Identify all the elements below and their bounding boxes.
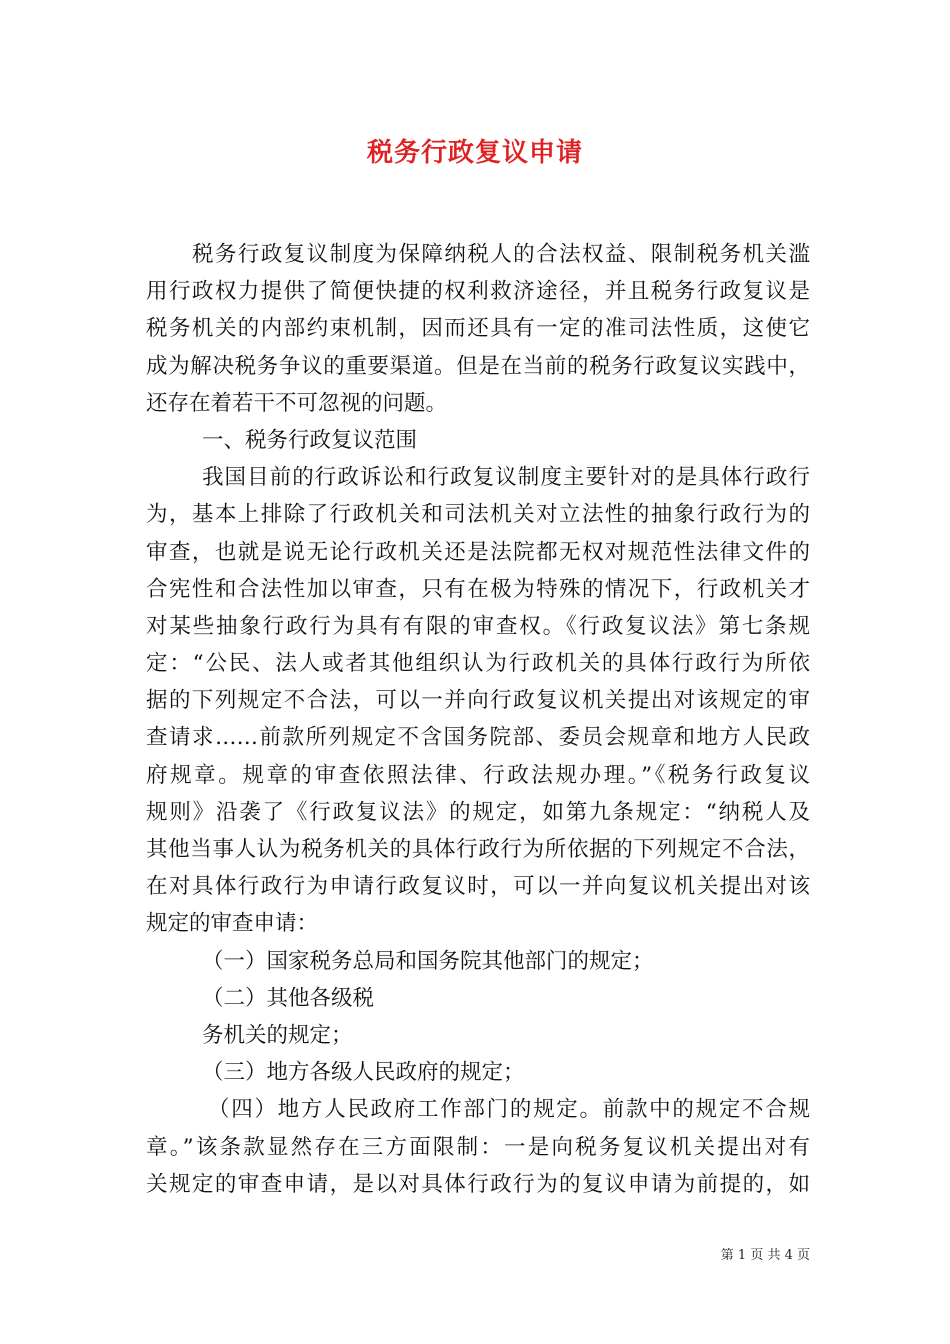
page-number: 第 1 页 共 4 页 (720, 1248, 810, 1263)
body-line: 用行政权力提供了简便快捷的权利救济途径，并且税务行政复议是 (146, 279, 810, 305)
body-line: 章。”该条款显然存在三方面限制：一是向税务复议机关提出对有 (146, 1134, 810, 1160)
body-line: 税务行政复议制度为保障纳税人的合法权益、限制税务机关滥 (192, 242, 810, 267)
list-item: （二）其他各级税 (202, 985, 375, 1011)
body-line: 还存在着若干不可忽视的问题。 (146, 390, 448, 416)
section-heading: 一、税务行政复议范围 (202, 427, 418, 453)
body-line: 在对具体行政行为申请行政复议时，可以一并向复议机关提出对该 (146, 874, 810, 900)
body-line: 其他当事人认为税务机关的具体行政行为所依据的下列规定不合法， (146, 837, 810, 862)
body-line: 合宪性和合法性加以审查，只有在极为特殊的情况下，行政机关才 (146, 576, 810, 602)
document-title: 税务行政复议申请 (366, 138, 583, 168)
body-line: 对某些抽象行政行为具有有限的审查权。《行政复议法》第七条规 (146, 613, 810, 639)
list-item: （三）地方各级人民政府的规定； (202, 1060, 525, 1086)
body-line: 定：“公民、法人或者其他组织认为行政机关的具体行政行为所依 (146, 651, 810, 677)
body-line: 规定的审查申请： (146, 911, 319, 937)
body-line: 审查，也就是说无论行政机关还是法院都无权对规范性法律文件的 (146, 539, 810, 565)
list-item: （四）地方人民政府工作部门的规定。前款中的规定不合规 (208, 1097, 810, 1123)
body-line: 为，基本上排除了行政机关和司法机关对立法性的抽象行政行为的 (146, 502, 810, 528)
body-line: 我国目前的行政诉讼和行政复议制度主要针对的是具体行政行 (202, 465, 810, 491)
body-line: 据的下列规定不合法，可以一并向行政复议机关提出对该规定的审 (146, 688, 810, 714)
body-line: 关规定的审查申请，是以对具体行政行为的复议申请为前提的，如 (146, 1171, 810, 1197)
list-item-continuation: 务机关的规定； (202, 1022, 353, 1048)
list-item: （一）国家税务总局和国务院其他部门的规定； (202, 948, 654, 974)
body-line: 府规章。规章的审查依照法律、行政法规办理。”《税务行政复议 (146, 762, 810, 788)
body-line: 税务机关的内部约束机制，因而还具有一定的准司法性质，这使它 (146, 316, 810, 342)
body-line: 查请求……前款所列规定不含国务院部、委员会规章和地方人民政 (146, 725, 810, 751)
body-line: 成为解决税务争议的重要渠道。但是在当前的税务行政复议实践中， (146, 353, 810, 379)
document-body (146, 236, 810, 1203)
body-line: 规则》沿袭了《行政复议法》的规定，如第九条规定：“纳税人及 (146, 799, 810, 825)
